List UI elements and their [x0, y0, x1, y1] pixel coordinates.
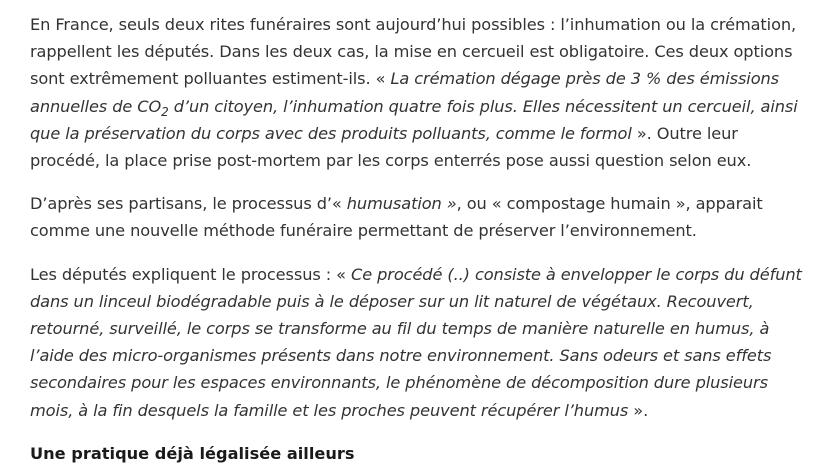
section-subheading: Une pratique déjà légalisée ailleurs: [30, 443, 355, 463]
paragraph-text: ».: [628, 400, 649, 420]
paragraph-text: Les députés expliquent le processus : «: [30, 264, 351, 284]
paragraph-text: ». Outre leur procédé, la place prise post-mortem par les corps enterrés pose aussi question selon eux.: [30, 123, 752, 171]
paragraph-humusation: [30, 190, 805, 244]
term-text: humusation »: [346, 194, 457, 214]
paragraph-process: [30, 261, 805, 424]
quote-text: Ce procédé (..) consiste à envelopper le corps du défunt dans un linceul biodégradable puis à le déposer sur un lit naturel de végétaux. Recouvert, retourné, surveillé, le corps se transforme au fil du temps de manière naturelle en humus, à l’aide des micro-organismes présents dans notre environnement. Sans odeurs et sans effets secondaires pour les espaces environnants, le phénomène de décomposition dure plusieurs mois, à la fin desquels la famille et les proches peuvent récupérer l’humus: [30, 264, 802, 420]
subscript: 2: [161, 104, 169, 119]
paragraph-text: D’après ses partisans, le processus d’«: [30, 194, 347, 214]
quote-text: La crémation dégage près de 3 % des émissions annuelles de $CO_2$ d’un citoyen, l’inhumation quatre fois plus. Elles nécessitent un cercueil, ainsi que la préservation du corps avec des produits polluants, comme le formol: [30, 69, 798, 143]
paragraph-text: En France, seuls deux rites funéraires sont aujourd’hui possibles : l’inhumation ou la crémation, rappellent les députés. Dans les deux cas, la mise en cercueil est obligatoire. Ces deux options sont extrêmement polluantes estiment-ils. «: [30, 15, 797, 89]
paragraph-text: , ou « compostage humain », apparait comme une nouvelle méthode funéraire permettant de préserver l’environnement.: [30, 194, 763, 241]
paragraph-cremation-inhumation: [30, 11, 805, 174]
